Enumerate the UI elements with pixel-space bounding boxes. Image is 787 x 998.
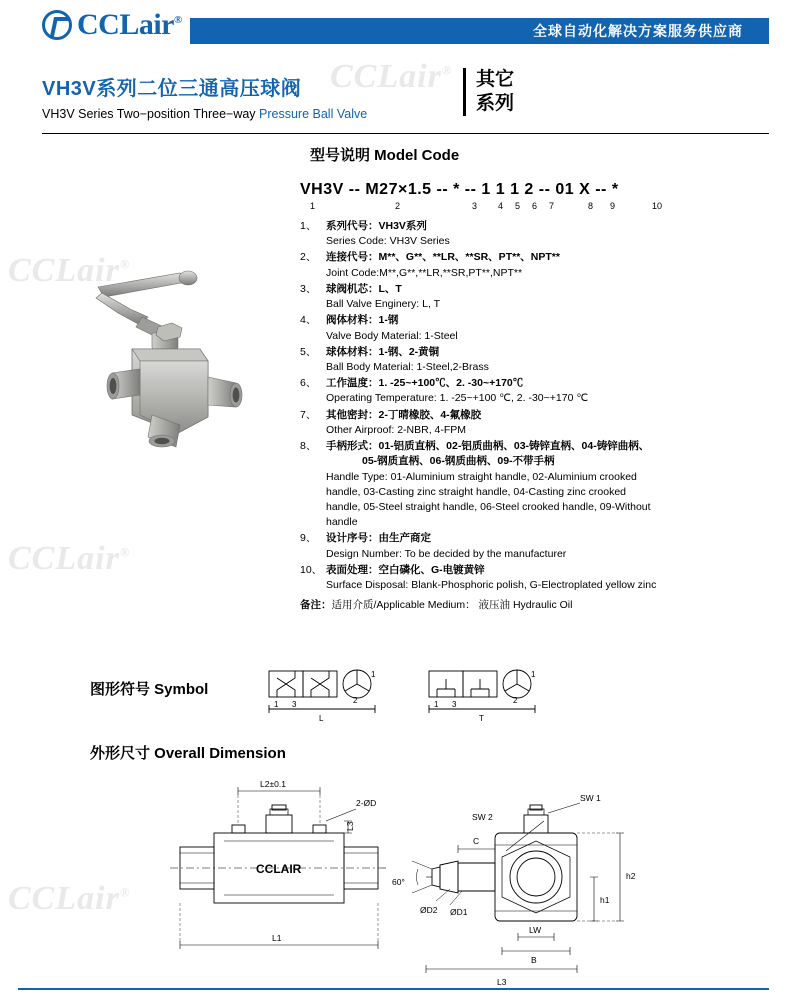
- model-code-item-index: 1、: [300, 220, 317, 232]
- model-code-item-cn: 表面处理：空白磷化、G-电镀黄锌: [326, 563, 485, 576]
- model-code-item: [300, 408, 787, 438]
- dim-label-angle: 60°: [392, 877, 405, 887]
- code-index-9: 9: [610, 201, 616, 211]
- dim-label-sw1: SW 1: [580, 793, 601, 803]
- model-code-item-cn: 阀体材料：1-钢: [326, 314, 399, 327]
- note-label: 备注：: [300, 599, 332, 612]
- dim-label-l1: L1: [272, 933, 282, 943]
- model-code-item-en: Ball Valve Enginery: L, T: [326, 298, 441, 311]
- model-code-item-en: handle: [326, 516, 358, 529]
- series-line-2: 系列: [475, 92, 514, 114]
- model-code-item-en: Ball Body Material: 1-Steel,2-Brass: [326, 360, 489, 373]
- dim-label-b: B: [531, 955, 537, 965]
- title-en-part1: VH3V Series Two−position Three−way: [42, 107, 260, 121]
- model-code-item-cn: 手柄形式：01-铝质直柄、02-铝质曲柄、03-铸锌直柄、04-铸锌曲柄、: [326, 440, 650, 453]
- model-code-item-cn: 球阀机芯：L、T: [326, 282, 402, 295]
- model-code-item-body: [326, 531, 787, 561]
- model-code-item-index: 3、: [300, 282, 317, 295]
- model-code-item-en: Design Number: To be decided by the manufacturer: [326, 547, 567, 560]
- model-code-item-cn: 其他密封：2-丁晴橡胶、4-氟橡胶: [326, 408, 482, 421]
- dimension-heading: 外形尺寸 Overall Dimension: [90, 745, 286, 762]
- dimension-drawings: [150, 765, 710, 995]
- header-banner-text: 全球自动化解决方案服务供应商: [533, 23, 743, 39]
- svg-text:3: 3: [452, 700, 457, 709]
- model-code-item-index: 10、: [300, 563, 323, 576]
- logo-label: CCLair: [77, 8, 174, 41]
- model-code-item-index: 2、: [300, 251, 317, 264]
- model-code-item-en: handle, 03-Casting zinc straight handle, 04-Casting zinc crooked: [326, 485, 627, 498]
- model-code-item: [300, 531, 787, 561]
- watermark: CCLair®: [8, 880, 131, 917]
- svg-text:1: 1: [531, 670, 536, 679]
- dim-label-h2: h2: [626, 871, 636, 881]
- valve-product-photo: [60, 265, 290, 455]
- model-code-item-en: Operating Temperature: 1. -25~+100 ℃, 2. -30~+170 ℃: [326, 392, 589, 405]
- dim-label-sw2: SW 2: [472, 812, 493, 822]
- code-index-2: 2: [395, 201, 401, 211]
- model-code-string: VH3V -- M27×1.5 -- * -- 1 1 1 2 -- 01 X -- *: [300, 181, 619, 198]
- model-code-item-cn: 球体材料：1-钢、2-黄铜: [326, 345, 440, 358]
- dim-label-hole: 2-ØD: [356, 798, 377, 808]
- model-code-item-index: 6、: [300, 377, 317, 390]
- note-text: 适用介质/Applicable Medium： 液压油 Hydraulic Oil: [331, 599, 573, 612]
- dim-label-d1: ØD1: [450, 907, 468, 917]
- model-code-heading: 型号说明 Model Code: [310, 147, 460, 164]
- page-title-en: [42, 107, 769, 121]
- page-title-cn: VH3V系列二位三通高压球阀: [42, 78, 302, 100]
- body-brand-text: CCLAIR: [256, 862, 302, 876]
- model-code-item: [300, 563, 787, 593]
- symbol-heading: 图形符号 Symbol: [90, 681, 209, 698]
- model-code-item-cn: 连接代号：M**、G**、**LR、**SR、PT**、NPT**: [326, 251, 560, 264]
- header-banner: [190, 18, 769, 44]
- model-code-item-index: 9、: [300, 532, 317, 545]
- svg-text:T: T: [479, 714, 484, 723]
- model-code-item-body: [326, 313, 787, 343]
- svg-text:1: 1: [274, 700, 279, 709]
- model-code-item-body: [326, 408, 787, 438]
- series-line-1: 其它: [475, 69, 514, 90]
- dim-label-l3-front: L3: [345, 821, 355, 831]
- model-code-item-en: Series Code: VH3V Series: [326, 235, 450, 248]
- model-code-item-cn: 工作温度：1. -25~+100℃、2. -30~+170℃: [326, 377, 524, 390]
- model-code-item-en: Other Airproof: 2-NBR, 4-FPM: [326, 423, 467, 436]
- model-code-item-index: 8、: [300, 440, 317, 453]
- code-index-6: 6: [532, 201, 538, 211]
- model-code-item-index: 5、: [300, 345, 317, 358]
- code-index-8: 8: [588, 201, 594, 211]
- svg-text:1: 1: [434, 700, 439, 709]
- model-code-item-en: handle, 05-Steel straight handle, 06-Steel crooked handle, 09-Without: [326, 500, 651, 513]
- svg-text:2: 2: [353, 696, 358, 705]
- title-block: [42, 69, 769, 134]
- model-code-item: [300, 219, 787, 249]
- watermark: CCLair®: [8, 540, 131, 577]
- model-code-index-row: [300, 201, 787, 213]
- model-code-item: [300, 313, 787, 343]
- dim-label-h1: h1: [600, 895, 610, 905]
- page-header: [0, 0, 787, 56]
- model-code-item-body: [326, 250, 787, 280]
- code-index-5: 5: [515, 201, 521, 211]
- model-code-item-en: Valve Body Material: 1-Steel: [326, 329, 458, 342]
- svg-text:2: 2: [513, 696, 518, 705]
- model-code-item-cn: 设计序号：由生产商定: [326, 532, 431, 545]
- model-code-item-cn2: 05-钢质直柄、06-钢质曲柄、09-不带手柄: [362, 455, 555, 468]
- code-index-10: 10: [652, 201, 663, 211]
- code-index-4: 4: [498, 201, 504, 211]
- model-code-item-body: [326, 439, 787, 530]
- symbol-diagrams: [265, 665, 565, 732]
- model-code-item: [300, 282, 787, 312]
- watermark: CCLair®: [330, 58, 453, 95]
- dim-label-l3: L3: [497, 977, 507, 987]
- model-code-item-index: 4、: [300, 314, 317, 327]
- svg-text:1: 1: [371, 670, 376, 679]
- model-code-list: [300, 219, 787, 593]
- model-code-item-cn: 系列代号：VH3V系列: [326, 220, 427, 232]
- dim-label-lw: LW: [529, 925, 542, 935]
- model-code-item-body: [326, 282, 787, 312]
- logo-text: [77, 8, 182, 42]
- registered-icon: ®: [174, 14, 182, 26]
- model-code-item: [300, 439, 787, 530]
- dim-label-l2: L2±0.1: [260, 779, 286, 789]
- model-code-item-en: Joint Code:M**,G**,**LR,**SR,PT**,NPT**: [326, 266, 523, 279]
- brand-logo: [42, 8, 182, 42]
- model-code-item-body: [326, 219, 787, 249]
- model-code-item-body: [326, 563, 787, 593]
- model-code-item: [300, 345, 787, 375]
- model-code-item: [300, 250, 787, 280]
- model-code-item-body: [326, 376, 787, 406]
- model-code-item-body: [326, 345, 787, 375]
- svg-text:L: L: [319, 714, 324, 723]
- model-code-item-index: 7、: [300, 408, 317, 421]
- footer-rule: [18, 988, 769, 990]
- model-code-item: [300, 376, 787, 406]
- logo-icon: [42, 10, 72, 40]
- model-code-item-en: Handle Type: 01-Aluminium straight handle, 02-Aluminium crooked: [326, 470, 637, 483]
- code-index-3: 3: [472, 201, 478, 211]
- series-badge: [463, 68, 514, 116]
- code-index-1: 1: [310, 201, 316, 211]
- title-en-part2: Pressure Ball Valve: [259, 107, 368, 121]
- watermark: CCLair®: [8, 252, 131, 289]
- applicable-medium-note: [300, 597, 787, 612]
- dim-label-c: C: [473, 836, 480, 846]
- svg-text:3: 3: [292, 700, 297, 709]
- code-index-7: 7: [549, 201, 555, 211]
- model-code-item-en: Surface Disposal: Blank-Phosphoric polish, G-Electroplated yellow zinc: [326, 579, 657, 592]
- dim-label-d2: ØD2: [420, 905, 438, 915]
